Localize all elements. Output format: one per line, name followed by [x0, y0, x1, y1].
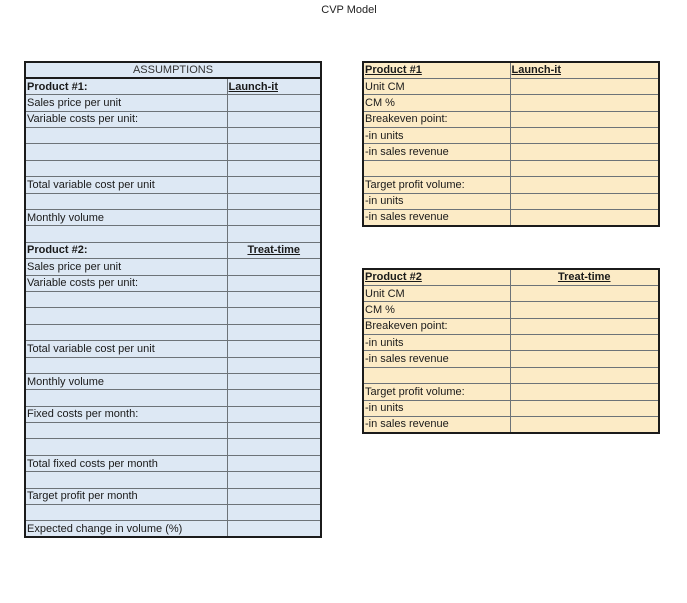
value-cell[interactable] [227, 210, 321, 226]
label-cell[interactable]: Product #1 [363, 62, 510, 78]
table-row [25, 95, 321, 111]
label-cell[interactable]: Monthly volume [25, 210, 227, 226]
label-cell[interactable] [25, 128, 227, 144]
value-cell[interactable] [227, 373, 321, 389]
value-cell[interactable] [510, 160, 659, 176]
value-cell[interactable] [510, 193, 659, 209]
value-cell[interactable] [510, 111, 659, 127]
table-row [25, 373, 321, 389]
label-cell[interactable] [25, 357, 227, 373]
table-row [25, 406, 321, 422]
table-row [363, 128, 659, 144]
table-row [363, 384, 659, 400]
label-cell[interactable]: -in sales revenue [363, 210, 510, 226]
value-cell[interactable] [227, 275, 321, 291]
value-cell[interactable] [510, 318, 659, 334]
label-cell[interactable] [363, 367, 510, 383]
value-cell[interactable] [227, 472, 321, 488]
label-cell[interactable]: Breakeven point: [363, 111, 510, 127]
table-row [363, 111, 659, 127]
value-cell[interactable]: Launch-it [227, 78, 321, 94]
label-cell[interactable]: Breakeven point: [363, 318, 510, 334]
table-row [25, 144, 321, 160]
table-row [25, 111, 321, 127]
value-cell[interactable] [510, 95, 659, 111]
table-row [363, 95, 659, 111]
value-cell[interactable] [227, 259, 321, 275]
value-cell[interactable] [510, 302, 659, 318]
value-cell[interactable] [510, 144, 659, 160]
table-row [363, 269, 659, 285]
table-row [25, 423, 321, 439]
value-cell[interactable] [227, 308, 321, 324]
value-cell[interactable] [227, 423, 321, 439]
value-cell[interactable] [227, 357, 321, 373]
label-cell[interactable]: Total fixed costs per month [25, 455, 227, 471]
table-row [25, 455, 321, 471]
table-row [25, 324, 321, 340]
table-row [363, 78, 659, 94]
table-row [363, 335, 659, 351]
value-cell[interactable] [510, 351, 659, 367]
value-cell[interactable] [227, 193, 321, 209]
value-cell[interactable] [227, 128, 321, 144]
value-cell[interactable] [227, 291, 321, 307]
label-cell[interactable] [25, 226, 227, 242]
label-cell[interactable] [25, 423, 227, 439]
label-cell[interactable] [25, 324, 227, 340]
table-row [25, 439, 321, 455]
label-cell[interactable]: Sales price per unit [25, 95, 227, 111]
label-cell[interactable]: Sales price per unit [25, 259, 227, 275]
value-cell[interactable] [227, 390, 321, 406]
table-row [25, 308, 321, 324]
table-row [25, 488, 321, 504]
label-cell[interactable]: Product #2: [25, 242, 227, 258]
label-cell[interactable] [25, 160, 227, 176]
label-cell[interactable]: Target profit per month [25, 488, 227, 504]
table-row [25, 275, 321, 291]
value-cell[interactable] [510, 335, 659, 351]
label-cell[interactable]: CM % [363, 302, 510, 318]
label-cell[interactable]: -in units [363, 128, 510, 144]
label-cell[interactable] [25, 193, 227, 209]
label-cell[interactable]: Total variable cost per unit [25, 341, 227, 357]
value-cell[interactable] [510, 78, 659, 94]
table-row [25, 341, 321, 357]
label-cell[interactable]: Product #2 [363, 269, 510, 285]
value-cell[interactable] [510, 367, 659, 383]
value-cell[interactable] [227, 341, 321, 357]
table-row [25, 472, 321, 488]
value-cell[interactable]: Launch-it [510, 62, 659, 78]
value-cell[interactable] [510, 210, 659, 226]
label-cell[interactable]: Target profit volume: [363, 177, 510, 193]
value-cell[interactable] [510, 384, 659, 400]
label-cell[interactable]: -in units [363, 335, 510, 351]
value-cell[interactable] [510, 400, 659, 416]
label-cell[interactable]: Unit CM [363, 285, 510, 301]
table-row [363, 367, 659, 383]
label-cell[interactable]: -in sales revenue [363, 417, 510, 433]
label-cell[interactable] [363, 160, 510, 176]
value-cell[interactable] [227, 226, 321, 242]
label-cell[interactable]: -in units [363, 400, 510, 416]
assumptions-header-row [25, 62, 321, 78]
table-row [363, 285, 659, 301]
label-cell[interactable] [25, 505, 227, 521]
table-row [25, 193, 321, 209]
table-row [363, 62, 659, 78]
table-row [25, 226, 321, 242]
label-cell[interactable]: Monthly volume [25, 373, 227, 389]
value-cell[interactable] [227, 521, 321, 537]
value-cell[interactable] [227, 177, 321, 193]
table-row [25, 505, 321, 521]
label-cell[interactable]: Variable costs per unit: [25, 275, 227, 291]
value-cell[interactable] [227, 455, 321, 471]
value-cell[interactable] [227, 488, 321, 504]
label-cell[interactable] [25, 472, 227, 488]
sheet-title: CVP Model [321, 4, 377, 16]
table-row [363, 400, 659, 416]
label-cell[interactable]: Product #1: [25, 78, 227, 94]
table-row [25, 291, 321, 307]
assumptions-table [24, 61, 322, 538]
label-cell[interactable]: -in sales revenue [363, 144, 510, 160]
product1-results-body [363, 62, 659, 226]
table-row [363, 177, 659, 193]
table-row [363, 160, 659, 176]
value-cell[interactable] [227, 160, 321, 176]
label-cell[interactable]: Fixed costs per month: [25, 406, 227, 422]
label-cell[interactable]: Target profit volume: [363, 384, 510, 400]
value-cell[interactable] [510, 417, 659, 433]
product2-results-table [362, 268, 660, 434]
label-cell[interactable]: -in sales revenue [363, 351, 510, 367]
value-cell[interactable]: Treat-time [510, 269, 659, 285]
value-cell[interactable]: Treat-time [227, 242, 321, 258]
value-cell[interactable] [227, 505, 321, 521]
label-cell[interactable]: Unit CM [363, 78, 510, 94]
table-row [25, 357, 321, 373]
table-row [363, 144, 659, 160]
table-row [363, 210, 659, 226]
label-cell[interactable] [25, 291, 227, 307]
value-cell[interactable] [227, 324, 321, 340]
value-cell[interactable] [227, 439, 321, 455]
table-row [25, 210, 321, 226]
table-row [363, 417, 659, 433]
table-row [25, 390, 321, 406]
table-row [363, 351, 659, 367]
label-cell[interactable] [25, 144, 227, 160]
label-cell[interactable]: Variable costs per unit: [25, 111, 227, 127]
assumptions-body [25, 78, 321, 537]
table-row [363, 193, 659, 209]
table-row [25, 177, 321, 193]
table-row [25, 160, 321, 176]
table-row [25, 259, 321, 275]
label-cell[interactable]: Expected change in volume (%) [25, 521, 227, 537]
table-row [363, 302, 659, 318]
value-cell[interactable] [510, 177, 659, 193]
label-cell[interactable]: Total variable cost per unit [25, 177, 227, 193]
label-cell[interactable]: -in units [363, 193, 510, 209]
table-row [25, 78, 321, 94]
assumptions-header[interactable]: ASSUMPTIONS [25, 62, 321, 78]
product1-results-table [362, 61, 660, 227]
value-cell[interactable] [227, 406, 321, 422]
table-row [25, 521, 321, 537]
value-cell[interactable] [510, 128, 659, 144]
product2-results-body [363, 269, 659, 433]
value-cell[interactable] [227, 95, 321, 111]
table-row [363, 318, 659, 334]
value-cell[interactable] [227, 144, 321, 160]
label-cell[interactable] [25, 390, 227, 406]
value-cell[interactable] [510, 285, 659, 301]
label-cell[interactable] [25, 308, 227, 324]
table-row [25, 128, 321, 144]
value-cell[interactable] [227, 111, 321, 127]
label-cell[interactable]: CM % [363, 95, 510, 111]
label-cell[interactable] [25, 439, 227, 455]
table-row [25, 242, 321, 258]
